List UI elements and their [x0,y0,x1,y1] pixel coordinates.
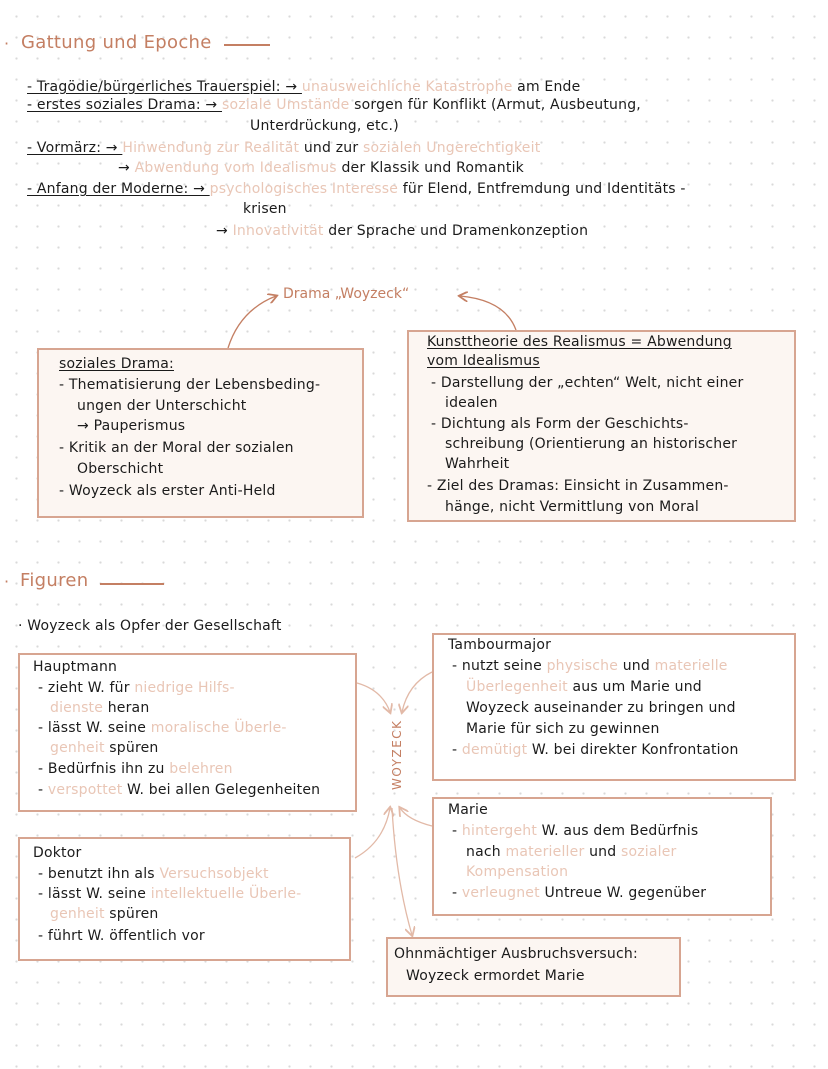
woyzeck-center-label: WOYZECK [390,719,404,790]
box-doktor [18,837,351,961]
box-line: - hintergeht W. aus dem Bedürfnis [452,823,699,839]
box-line: - Kritik an der Moral der sozialen [59,440,294,456]
line-moderne-innovation: → Innovativität der Sprache und Dramenkonzeption [216,223,589,239]
arrow-hauptmann [357,683,390,712]
section-dot: · [4,34,10,53]
arrow-right-to-title [460,296,516,330]
box-line: - Dichtung als Form der Geschichts- [431,416,689,432]
box-line: nach materieller und sozialer [466,844,677,860]
box-line: - demütigt W. bei direkter Konfrontation [452,742,739,758]
section-title-gattung: Gattung und Epoche [21,32,212,53]
box-line: - benutzt ihn als Versuchsobjekt [38,866,269,882]
box-line: hänge, nicht Vermittlung von Moral [445,499,699,515]
box-hauptmann [18,653,357,812]
box-line: genheit spüren [50,740,159,756]
figuren-subtitle: · Woyzeck als Opfer der Gesellschaft [18,618,282,634]
arrow-outcome [392,808,412,935]
drama-title: Drama „Woyzeck“ [283,286,410,302]
box-line: - Ziel des Dramas: Einsicht in Zusammen- [427,478,729,494]
box-line: - nutzt seine physische und materielle [452,658,728,674]
line-vormaerz-cont: → Abwendung vom Idealismus der Klassik und Romantik [118,160,524,176]
box-line: genheit spüren [50,906,159,922]
box-tambourmajor [432,633,796,781]
box-line: Wahrheit [445,456,510,472]
box-kunsttheorie [407,330,796,522]
box-outcome [386,937,681,997]
box-title-cont: vom Idealismus [427,353,540,369]
box-line: → Pauperismus [77,418,186,434]
arrow-left-to-title [228,296,276,348]
box-title: soziales Drama: [59,356,174,372]
box-line: - verspottet W. bei allen Gelegenheiten [38,782,321,798]
section-dot: · [4,572,10,591]
arrow-tambour [402,672,432,712]
box-line: - lässt W. seine moralische Überle- [38,720,287,736]
box-title: Kunsttheorie des Realismus = Abwendung [427,334,732,350]
line-vormaerz: - Vormärz: → Hinwendung zur Realität und zur sozialen Ungerechtigkeit [27,140,541,156]
box-line: - Darstellung der „echten“ Welt, nicht einer [431,375,744,391]
box-soziales-drama [37,348,364,518]
outcome-line: Ohnmächtiger Ausbruchsversuch: [394,946,638,962]
box-line: ungen der Unterschicht [77,398,247,414]
box-line: - verleugnet Untreue W. gegenüber [452,885,707,901]
box-title: Tambourmajor [448,637,552,653]
line-soziales-drama: - erstes soziales Drama: → soziale Umstände sorgen für Konflikt (Armut, Ausbeutung, [27,97,641,113]
line-soziales-drama-cont: Unterdrückung, etc.) [250,118,399,134]
section-title-line [100,583,164,585]
box-line: - Woyzeck als erster Anti-Held [59,483,276,499]
arrow-doktor [355,808,390,858]
box-line: - führt W. öffentlich vor [38,928,205,944]
box-line: - zieht W. für niedrige Hilfs- [38,680,235,696]
box-title: Hauptmann [33,659,118,675]
box-line: - Bedürfnis ihn zu belehren [38,761,233,777]
line-moderne-cont: krisen [243,201,287,217]
line-moderne: - Anfang der Moderne: → psychologisches Interesse für Elend, Entfremdung und Identitäts - [27,181,686,197]
outcome-line: Woyzeck ermordet Marie [406,968,585,984]
line-tragoedie: - Tragödie/bürgerliches Trauerspiel: → unausweichliche Katastrophe am Ende [27,79,581,95]
box-marie [432,797,772,916]
box-title: Marie [448,802,488,818]
section-title-figuren: Figuren [20,570,89,591]
box-title: Doktor [33,845,82,861]
box-line: - Thematisierung der Lebensbeding- [59,377,321,393]
box-line: dienste heran [50,700,150,716]
box-line: Marie für sich zu gewinnen [466,721,660,737]
box-line: idealen [445,395,498,411]
arrow-marie [400,808,432,826]
box-line: schreibung (Orientierung an historischer [445,436,738,452]
box-line: Kompensation [466,864,569,880]
box-line: - lässt W. seine intellektuelle Überle- [38,886,302,902]
box-line: Überlegenheit aus um Marie und [466,679,702,695]
box-line: Woyzeck auseinander zu bringen und [466,700,736,716]
box-line: Oberschicht [77,461,164,477]
